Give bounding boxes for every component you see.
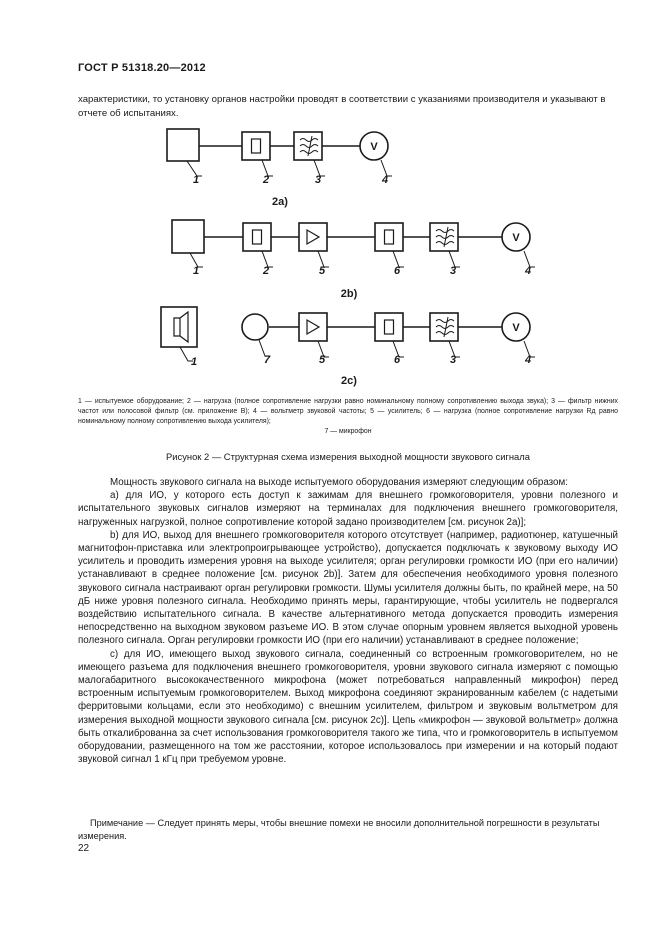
- label-b-2: 2: [263, 265, 270, 277]
- label-c-6: 6: [394, 354, 401, 366]
- paragraph-intro: Мощность звукового сигнала на выходе испытуемого оборудования измеряют следующим образом:: [110, 477, 568, 488]
- label-c-4: 4: [525, 354, 532, 366]
- label-a-4: 4: [382, 174, 389, 186]
- label-b-3: 3: [450, 265, 457, 277]
- paragraph-b: b) для ИО, выход для внешнего громкоговорителя которого отсутствует (например, радиотюнер, катушечный магнитофон-приставка или электропроигрывающее устройство), допускается подключать к звуковому выходу ИО усилитель и проводить измерения уровня на выходе усилителя; орган регулировки громкости ИО (при его наличии) устанавливают в среднее положение [см. рисунок 2b)]. Затем для обеспечения необходимого уровня полезного звукового сигнала настраивают орган регулировки громкости. Шумы усилителя должны быть, по крайней мере, на 50 дБ ниже уровня полезного сигнала. Необходимо принять меры, гарантирующие, чтобы усилитель не подвергался воздействию испытательного сигнала. В качестве альтернативного метода допускается проводить измерения непосредственно на выходном звуковом разъеме ИО. В этом случае опорным уровнем является выходной уровень полезного сигнала. Орган регулировки громкости ИО (при его наличии) устанавливают в среднее положение;: [78, 529, 618, 647]
- page-number: 22: [78, 843, 90, 854]
- microphone-circle: [242, 314, 268, 340]
- figure-legend: [78, 397, 618, 437]
- voltmeter-symbol-b: V: [512, 232, 520, 244]
- note: Примечание — Следует принять меры, чтобы внешние помехи не вносили дополнительной погрешности в результаты измерения.: [78, 818, 600, 841]
- intro-text: характеристики, то установку органов настройки проводят в соответствии с указаниями производителя и указывают в отчете об испытаниях.: [78, 94, 606, 119]
- label-b-1: 1: [193, 265, 200, 277]
- figure-label-2b: 2b): [340, 288, 358, 300]
- legend-text: 1 — испытуемое оборудование; 2 — нагрузка (полное сопротивление нагрузки равно номинальному полному сопротивлению выхода звука); 3 — фильтр нижних частот или полосовой фильтр (см. приложение В); 4 — вольтметр звуковой частоты; 5 — усилитель; 6 — нагрузка (полное сопротивление нагрузки Rд равно номинальному полному сопротивлению выхода усилителя);: [78, 398, 618, 425]
- legend-last-line: 7 — микрофон: [324, 428, 372, 435]
- label-a-3: 3: [315, 174, 322, 186]
- block-diagram: [0, 0, 661, 395]
- figure-label-2a: 2a): [272, 196, 288, 208]
- label-a-1: 1: [193, 174, 200, 186]
- equipment-box: [167, 129, 199, 161]
- load-box: [242, 132, 270, 160]
- voltmeter-symbol-c: V: [512, 322, 520, 334]
- diagram-2c: [161, 307, 535, 361]
- voltmeter-symbol-a: V: [370, 141, 378, 153]
- figure-title: Рисунок 2 — Структурная схема измерения выходной мощности звукового сигнала: [166, 451, 530, 462]
- label-b-4: 4: [525, 265, 532, 277]
- label-c-5: 5: [319, 354, 326, 366]
- label-c-3: 3: [450, 354, 457, 366]
- label-c-1: 1: [191, 356, 198, 368]
- label-b-5: 5: [319, 265, 326, 277]
- label-a-2: 2: [263, 174, 270, 186]
- diagram-2b: [172, 220, 535, 267]
- paragraph-a: а) для ИО, у которого есть доступ к зажимам для внешнего громкоговорителя, уровни полезного и испытательного звуковых сигналов измеряют на терминалах для подключения внешнего громкоговорителя, нагруженных нагрузкой, полное сопротивление которой задано производителем [см. рисунок 2a)];: [78, 490, 618, 528]
- figure-label-2c: 2c): [341, 375, 357, 387]
- body-text: [78, 476, 618, 766]
- label-b-6: 6: [394, 265, 401, 277]
- label-c-7: 7: [264, 354, 271, 366]
- document-header: ГОСТ Р 51318.20—2012: [78, 62, 206, 74]
- paragraph-c: с) для ИО, имеющего выход звукового сигнала, соединенный со встроенным громкоговорителем, но не имеющего разъема для подключения внешнего громкоговорителя, уровни звукового сигнала измеряют с помощью малогабаритного высококачественного микрофона (может потребоваться направленный микрофон) перед встроенным испытуемым громкоговорителем. Выход микрофона соединяют экранированным кабелем (с надетыми ферритовыми кольцами, если это необходимо) с внешним усилителем, фильтром и звуковым вольтметром для измерения выходной мощности звукового сигнала [см. рисунок 2с)]. Цепь «микрофон — звуковой вольтметр» должна быть откалиброванна за счет использования громкоговорителя такого же типа, что и громкоговоритель в испытуемом оборудовании, размещенного на том же расстоянии, которое использовалось при измерении и на который подают звуковой сигнал 1 кГц при требуемом уровне.: [78, 648, 618, 766]
- diagram-2a: [167, 129, 392, 176]
